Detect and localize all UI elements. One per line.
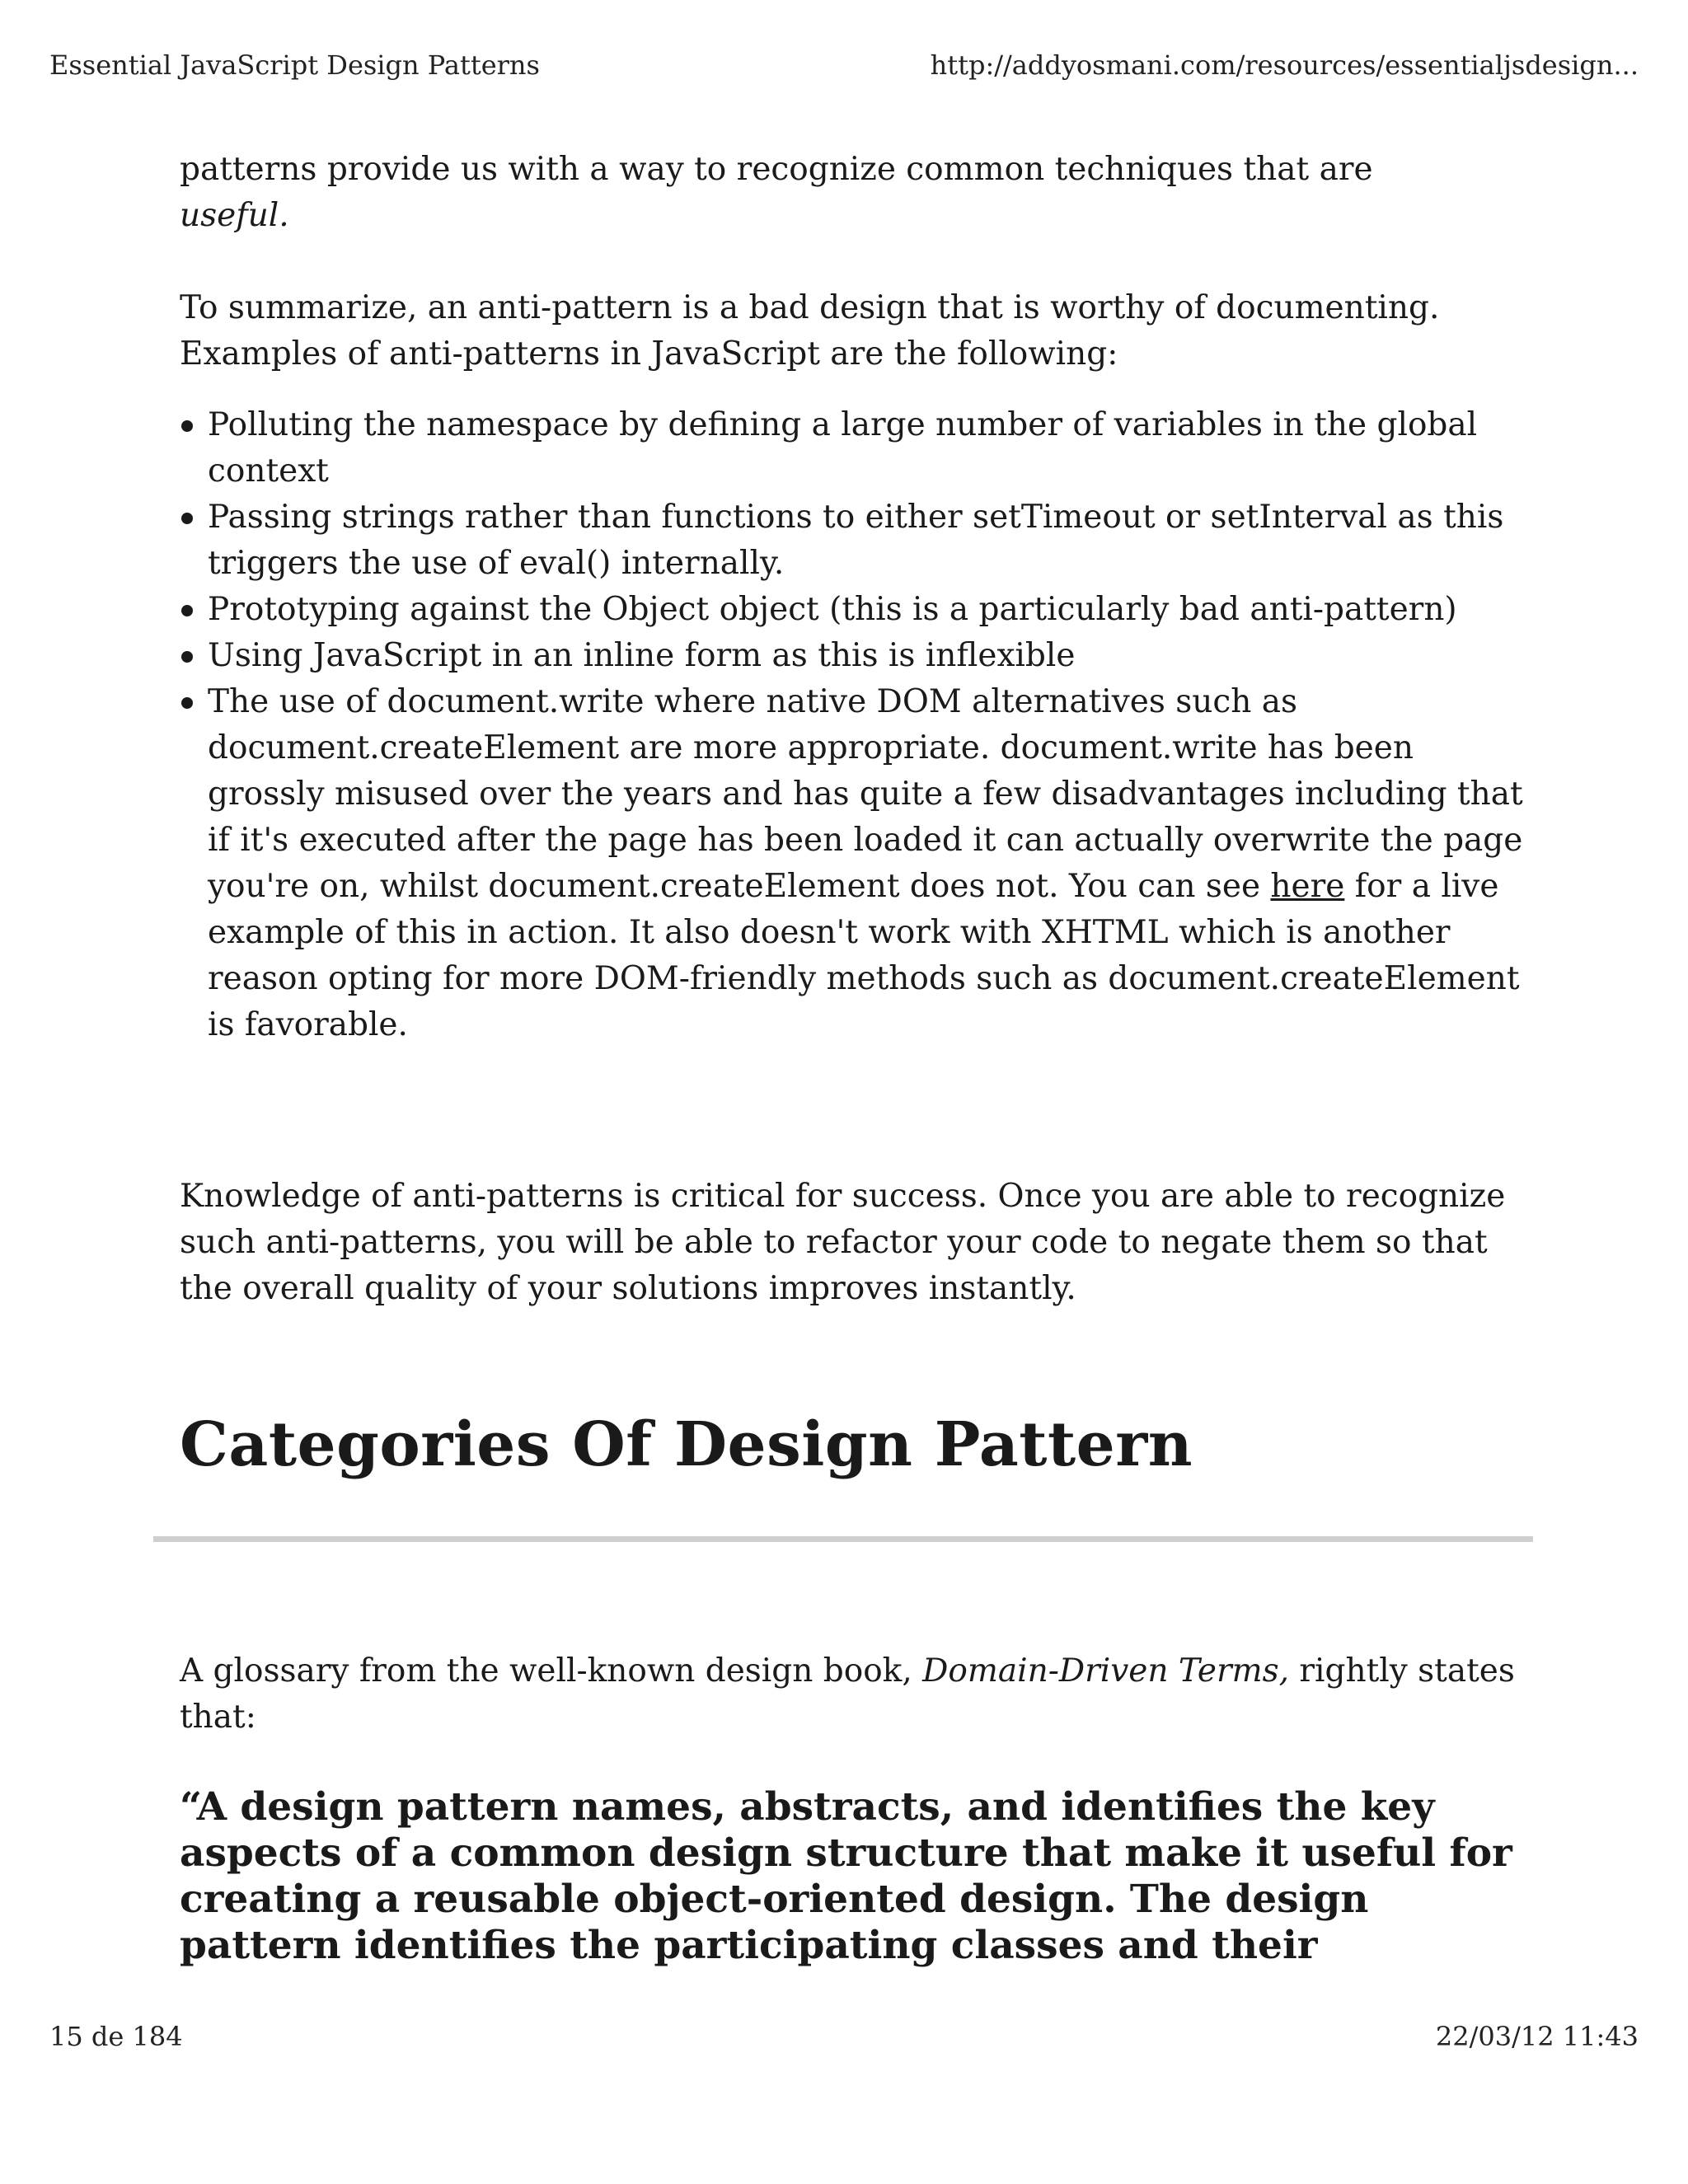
list-item xyxy=(180,679,1531,1048)
page-number: 15 de 184 xyxy=(49,2021,183,2052)
section-heading: Categories Of Design Pattern xyxy=(180,1409,1193,1480)
list-item xyxy=(180,587,1531,633)
list-item-text: Using JavaScript in an inline form as this is inflexible xyxy=(208,637,1076,674)
intro-emphasis: useful. xyxy=(180,197,289,234)
glossary-paragraph xyxy=(180,1648,1531,1741)
list-item-text: Polluting the namespace by defining a large number of variables in the global context xyxy=(208,406,1478,490)
book-title: Domain-Driven Terms, xyxy=(922,1652,1289,1690)
intro-text: patterns provide us with a way to recognize common techniques that are xyxy=(180,151,1373,188)
summary-line-2: Examples of anti-patterns in JavaScript are the following: xyxy=(180,335,1118,373)
article-body xyxy=(180,147,1531,1482)
here-link[interactable]: here xyxy=(1270,868,1345,905)
source-url: http://addyosmani.com/resources/essentialjsdesign... xyxy=(930,49,1639,81)
list-item-text: Passing strings rather than functions to either setTimeout or setInterval as this triggers the use of eval() internally. xyxy=(208,499,1504,582)
bullet-icon xyxy=(181,420,193,432)
list-item-text: Prototyping against the Object object (this is a particularly bad anti-pattern) xyxy=(208,591,1457,628)
intro-paragraph xyxy=(180,147,1531,239)
bullet-icon xyxy=(181,697,193,709)
print-datetime: 22/03/12 11:43 xyxy=(1435,2021,1639,2052)
summary-line-1: To summarize, an anti-pattern is a bad design that is worthy of documenting. xyxy=(180,289,1440,326)
design-pattern-quote: “A design pattern names, abstracts, and identifies the key aspects of a common design structure that make it useful for creating a reusable object-oriented design. The design pattern identifies the participating classes and their xyxy=(180,1784,1512,1968)
print-footer xyxy=(49,2021,1639,2052)
list-item-text: The use of document.write where native DOM alternatives such as document.createElement are more appropriate. document.write has been grossly misused over the years and has quite a few disadvantages including that if it's executed after the page has been loaded it can actually overwrite the page you're on, whilst document.createElement does not. You can see xyxy=(208,683,1523,905)
bullet-icon xyxy=(181,651,193,663)
print-header xyxy=(49,49,1639,81)
glossary-text: A glossary from the well-known design book, xyxy=(180,1652,923,1690)
section-divider xyxy=(153,1536,1533,1542)
list-item xyxy=(180,494,1531,587)
list-item xyxy=(180,402,1531,494)
list-item-text-continued: for a live example of this in action. It also doesn't work with XHTML which is another reason opting for more DOM-friendly methods such as document.createElement is favorable. xyxy=(208,868,1520,1043)
knowledge-paragraph: Knowledge of anti-patterns is critical for success. Once you are able to recognize such anti-patterns, you will be able to refactor your code to negate them so that the overall quality of your solutions improves instantly. xyxy=(180,1178,1506,1307)
document-title: Essential JavaScript Design Patterns xyxy=(49,49,540,81)
bullet-icon xyxy=(181,605,193,616)
glossary-text-end: rightly states that: xyxy=(180,1652,1515,1736)
list-item xyxy=(180,633,1531,679)
bullet-icon xyxy=(181,513,193,524)
summary-paragraph xyxy=(180,285,1531,377)
anti-pattern-list xyxy=(180,402,1531,1048)
